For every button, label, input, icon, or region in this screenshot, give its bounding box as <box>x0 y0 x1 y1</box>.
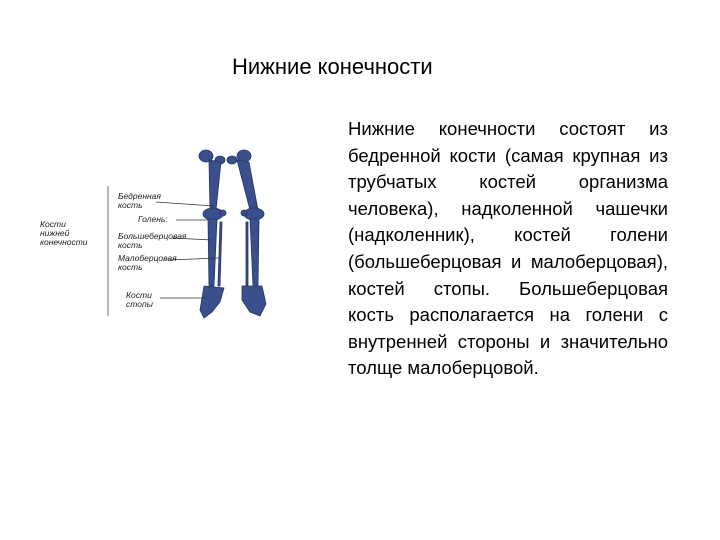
bones-of-lower-limb-label: Кости нижней конечности <box>40 219 88 247</box>
pointer-femur <box>156 202 214 206</box>
slide-title: Нижние конечности <box>232 54 433 79</box>
right-tibia <box>250 219 259 286</box>
left-patella <box>220 210 226 216</box>
femur-label: Бедренная кость <box>118 191 161 210</box>
shin-label: Голень: <box>138 214 168 224</box>
foot-bones-label: Кости стопы <box>126 290 153 309</box>
slide-body-text: Нижние конечности состоят из бедренной кости (самая крупная из трубчатых костей организма человека), надколенной чашечки (надколенник), костей голени (большеберцовая и малоберцовая), костей стопы. Большеберцовая кость располагается на голени с внутренней стороны и значительно толще малоберцовой. <box>348 118 668 379</box>
leg-bones-figure <box>36 140 306 330</box>
left-femur <box>209 160 221 210</box>
right-fibula <box>246 222 248 286</box>
fibula-label: Малоберцовая кость <box>118 253 177 272</box>
left-fibula <box>218 222 222 286</box>
left-foot <box>200 286 224 318</box>
right-femur <box>237 160 258 210</box>
left-tibia <box>208 219 217 286</box>
right-patella <box>241 210 247 216</box>
tibia-label: Большеберцовая кость <box>118 231 187 250</box>
right-foot <box>242 286 266 316</box>
